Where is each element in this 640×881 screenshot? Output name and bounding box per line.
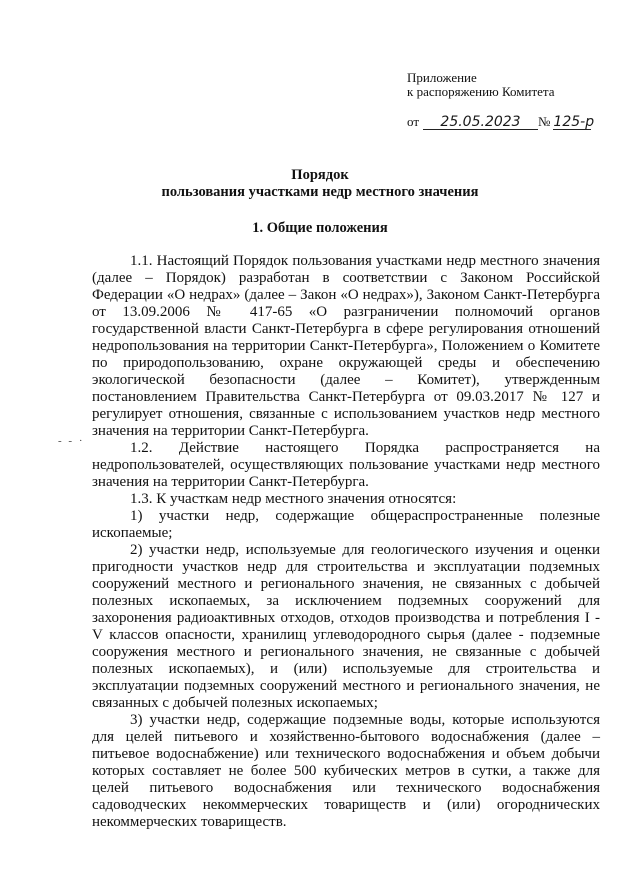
paragraph-1-1: 1.1. Настоящий Порядок пользования участками недр местного значения (далее – Порядок) разработан в соответствии с Законом Российской Федерации «О недрах» (далее – Закон «О недрах»), Законом Санкт-Петербурга от 13.09.2006 № 417-65 «О разграничении полномочий органов государственной власти Санкт-Петербурга в сфере регулирования отношений недропользования на территории Санкт-Петербурга», Положением о Комитете по природопользованию, охране окружающей среды и обеспечению экологической безопасности (далее – Комитет), утвержденным постановлением Правительства Санкт-Петербурга от 09.03.2017 № 127 и регулирует отношения, связанные с использованием участков недр местного значения на территории Санкт-Петербурга. [92,253,600,439]
list-item-3: 3) участки недр, содержащие подземные воды, которые используются для целей питьевого и хозяйственно-бытового водоснабжения (далее – питьевое водоснабжение) или технического водоснабжения и объем добычи которых составляет не более 500 кубических метров в сутки, а также для целей питьевого водоснабжения или технического водоснабжения садоводческих некоммерческих товариществ и (или) огороднических некоммерческих товариществ. [92,712,600,830]
paragraph-1-3: 1.3. К участкам недр местного значения относятся: [130,491,457,507]
handwritten-number: 125-р [553,114,595,130]
number-label: № [538,114,551,129]
document-body [92,253,600,831]
appendix-line-1: Приложение [407,70,477,85]
scan-margin-mark: - - · [58,435,85,447]
handwritten-date: 25.05.2023 [423,115,538,130]
appendix-line-2: к распоряжению Комитета [407,84,555,99]
list-item-2: 2) участки недр, используемые для геологического изучения и оценки пригодности участков недр для строительства и эксплуатации подземных сооружений местного и регионального значения, не связанных с добычей полезных ископаемых, за исключением подземных сооружений для захоронения радиоактивных отходов, отходов производства и потребления I - V классов опасности, хранилищ углеводородного сырья (далее - подземные сооружения местного и регионального значения, не связанные с добычей полезных ископаемых), и (или) используемые для строительства и эксплуатации подземных сооружений местного и регионального значения, не связанных с добычей полезных ископаемых; [92,542,600,711]
appendix-sign-row [407,114,595,130]
appendix-block [407,70,595,130]
from-label: от [407,114,420,129]
section-heading: 1. Общие положения [252,220,388,236]
list-item-1: 1) участки недр, содержащие общераспространенные полезные ископаемые; [92,508,600,541]
document-title: Порядок [291,167,349,183]
paragraph-1-2: 1.2. Действие настоящего Порядка распространяется на недропользователей, осуществляющих пользование участками недр местного значения на территории Санкт-Петербурга. [92,440,600,490]
document-subtitle: пользования участками недр местного значения [161,184,479,200]
